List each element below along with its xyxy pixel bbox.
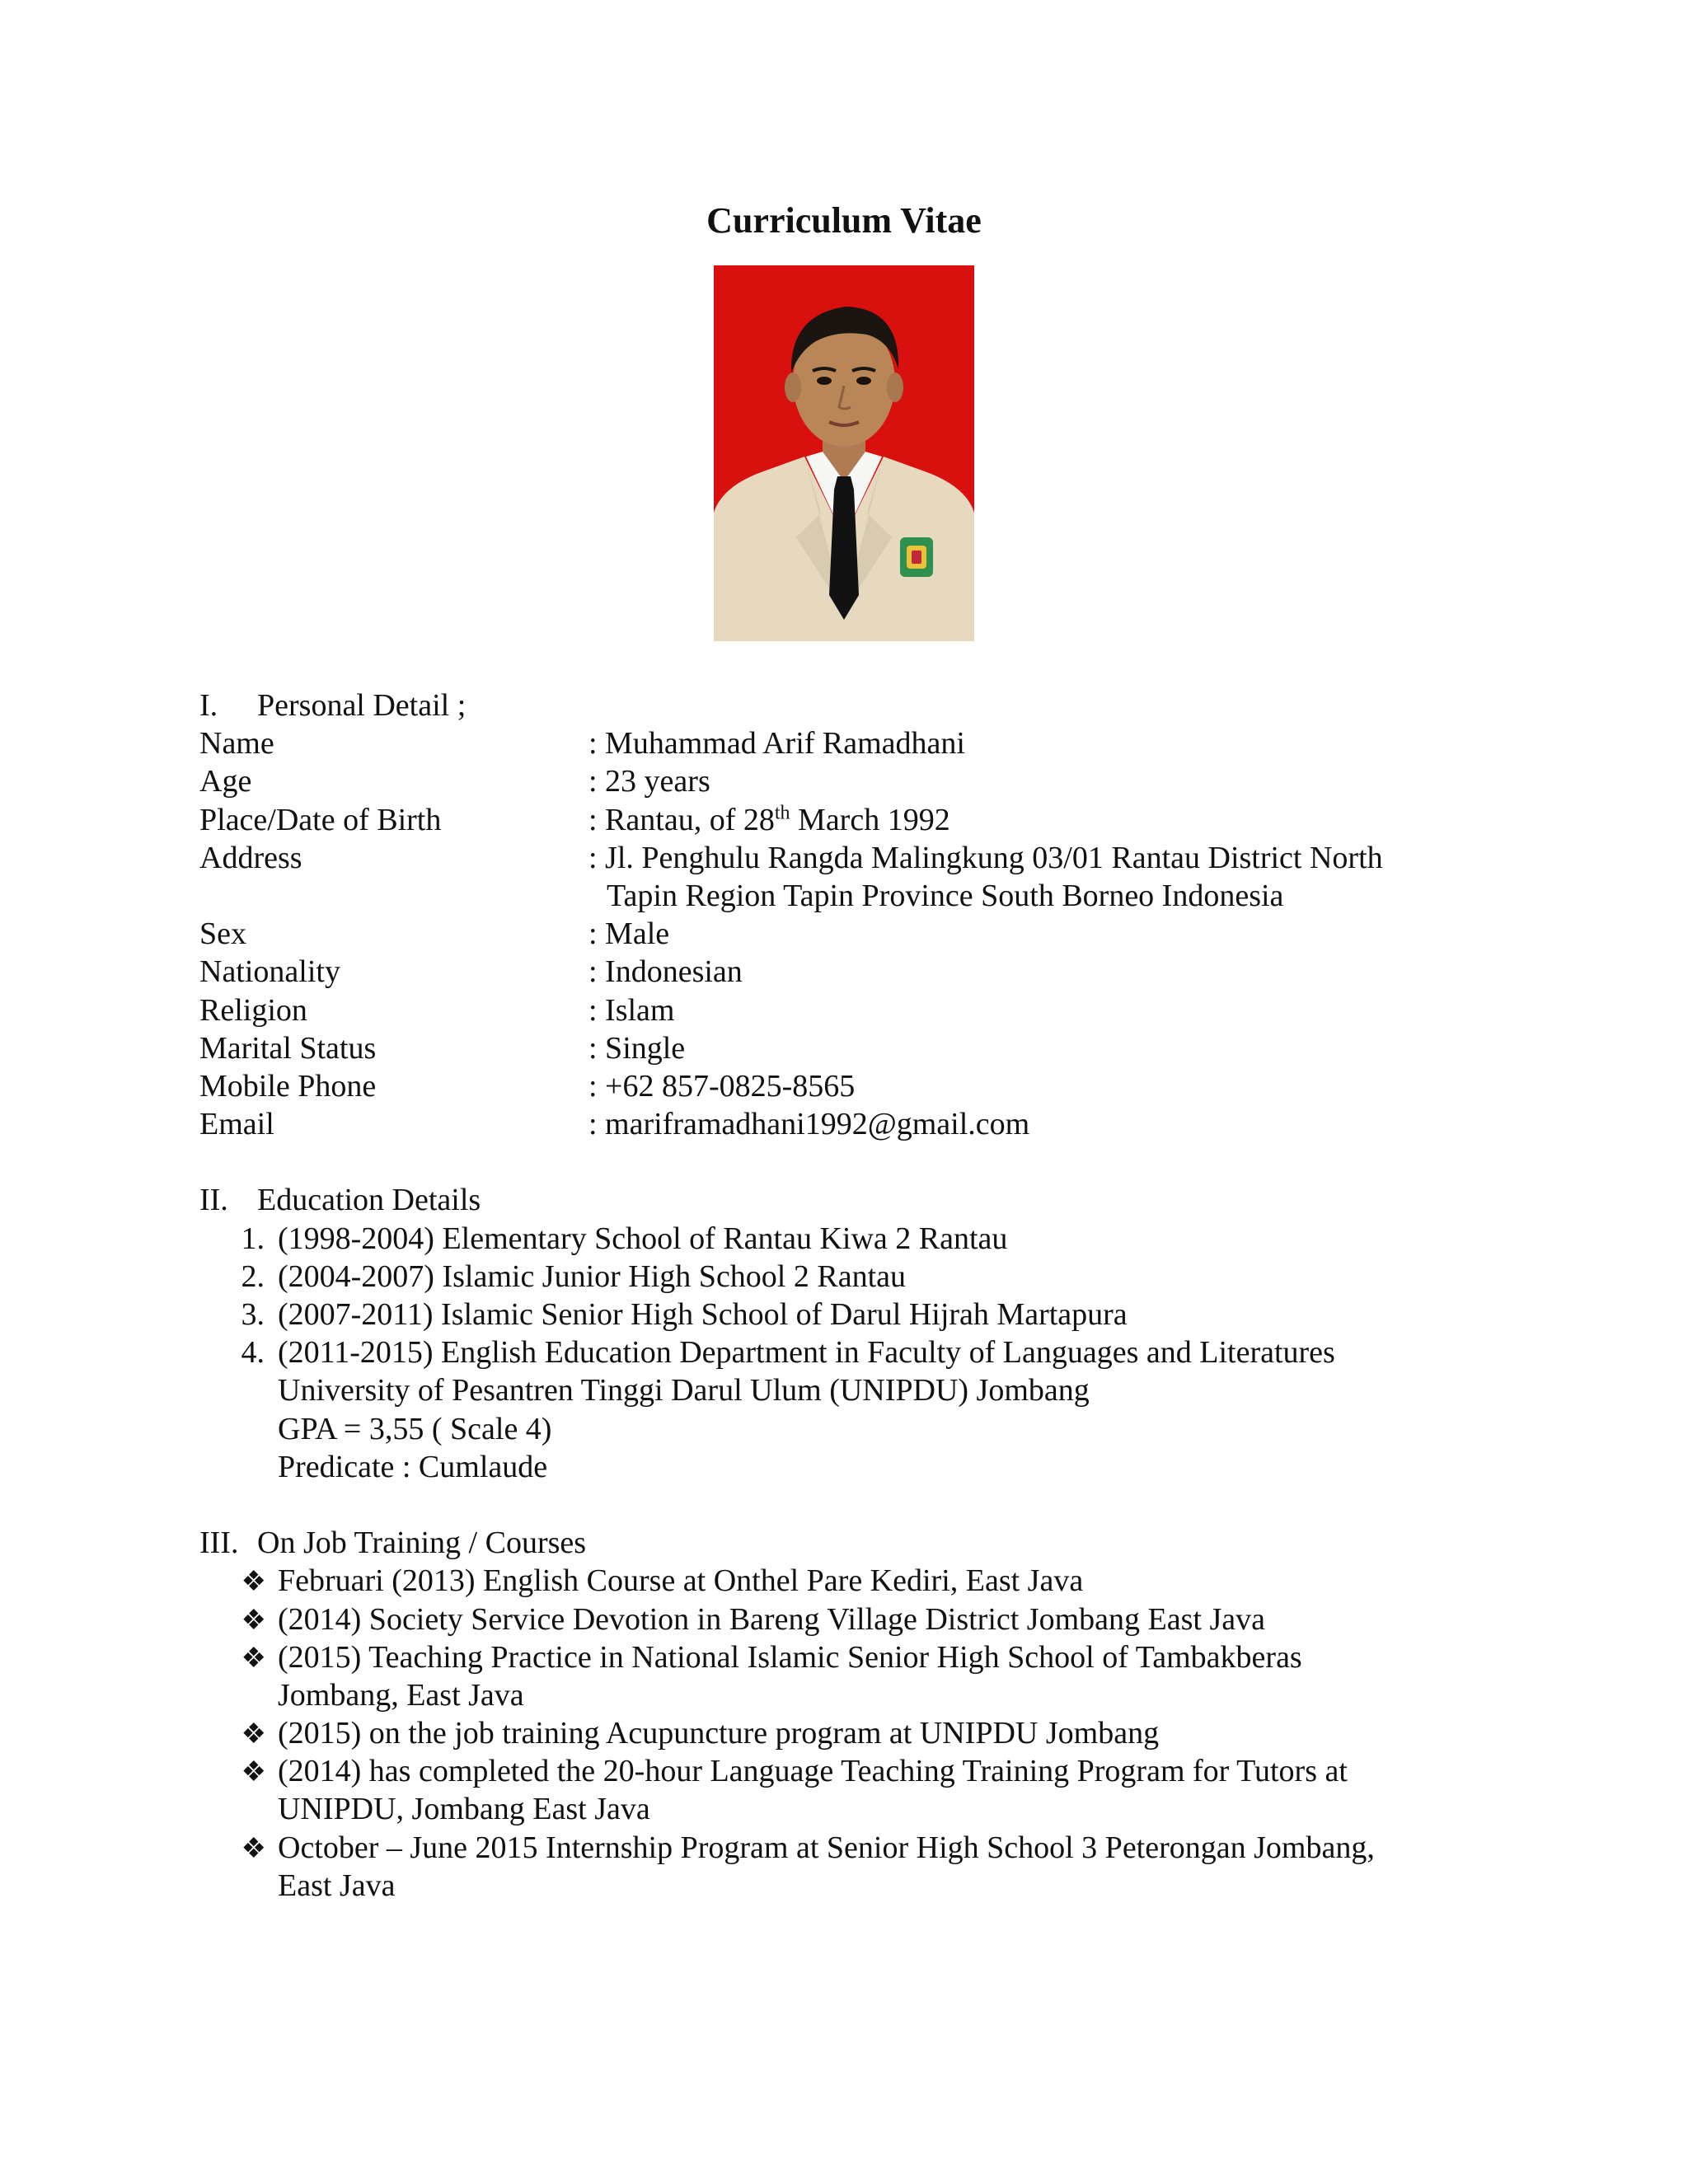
education-text: University of Pesantren Tinggi Darul Ulum (UNIPDU) Jombang [278,1373,1090,1408]
bullet-glyph: ❖ [241,1567,266,1598]
education-item [199,1296,1485,1333]
list-number [199,1258,278,1296]
detail-row-birth [199,801,1485,839]
detail-value: : Muhammad Arif Ramadhani [588,726,965,762]
detail-value: : Jl. Penghulu Rangda Malingkung 03/01 Rantau District North [588,840,1383,875]
detail-label: Nationality [199,954,340,990]
spacer [199,1143,1485,1181]
list-number-text: 1. [241,1221,265,1256]
list-number-text: 4. [241,1335,265,1371]
profile-photo [714,265,974,641]
birth-value-post: March 1992 [790,802,950,837]
detail-value: : Indonesian [588,954,743,990]
detail-row-nationality [199,953,1485,991]
diamond-bullet-icon [199,1829,278,1868]
training-text: UNIPDU, Jombang East Java [278,1792,650,1827]
detail-row-name [199,724,1485,762]
list-number-text: 3. [241,1297,265,1332]
education-text: (2011-2015) English Education Department in Faculty of Languages and Literatures [278,1335,1335,1371]
detail-label: Mobile Phone [199,1068,377,1104]
detail-value: : mariframadhani1992@gmail.com [588,1107,1030,1142]
detail-label: Marital Status [199,1030,377,1066]
detail-label: Address [199,840,302,875]
detail-row-address [199,839,1485,877]
detail-value: : Male [588,916,670,952]
training-text: Februari (2013) English Course at Onthel Pare Kediri, East Java [278,1563,1084,1599]
birth-value-pre: : Rantau, of 28 [588,802,775,837]
education-item [199,1333,1485,1371]
detail-label: Religion [199,992,307,1028]
training-item [199,1562,1485,1600]
birth-value-sup: th [774,801,790,823]
detail-value: : 23 years [588,764,710,799]
detail-value: Tapin Region Tapin Province South Borneo Indonesia [607,878,1284,913]
training-item-cont [199,1790,1485,1828]
detail-label: Place/Date of Birth [199,802,442,837]
section-title: Personal Detail ; [257,688,467,723]
section-education-heading [199,1181,1485,1219]
education-list [199,1220,1485,1486]
section-training-heading [199,1524,1485,1562]
bullet-glyph: ❖ [241,1833,266,1864]
education-text: (2004-2007) Islamic Junior High School 2 Rantau [278,1258,907,1294]
section-number: I. [199,688,218,723]
list-number [199,1220,278,1258]
diamond-bullet-icon [199,1714,278,1754]
training-item-cont [199,1867,1485,1905]
detail-label: Email [199,1107,274,1142]
training-item [199,1714,1485,1752]
detail-value: : +62 857-0825-8565 [588,1068,856,1104]
list-number [199,1333,278,1371]
education-text: Predicate : Cumlaude [278,1449,548,1484]
detail-label: Name [199,726,274,762]
detail-row-marital [199,1029,1485,1067]
detail-value: : Single [588,1030,686,1066]
section-title: On Job Training / Courses [257,1526,587,1561]
section-number: III. [199,1526,239,1561]
diamond-bullet-icon [199,1562,278,1601]
education-item-cont [199,1410,1485,1448]
education-item-cont [199,1448,1485,1486]
spacer [199,1486,1485,1524]
diamond-bullet-icon [199,1601,278,1640]
section-personal-heading [199,687,1485,724]
document-title: Curriculum Vitae [706,200,982,241]
detail-label: Sex [199,916,246,952]
bullet-glyph: ❖ [241,1605,266,1636]
bullet-glyph: ❖ [241,1719,266,1750]
training-text: (2015) on the job training Acupuncture program at UNIPDU Jombang [278,1716,1160,1751]
training-item [199,1829,1485,1867]
training-item-cont [199,1676,1485,1714]
training-text: Jombang, East Java [278,1677,524,1713]
diamond-bullet-icon [199,1638,278,1678]
bullet-glyph: ❖ [241,1643,266,1674]
cv-content [199,687,1485,1905]
detail-row-sex [199,915,1485,953]
list-number [199,1296,278,1333]
detail-row-age [199,762,1485,800]
detail-label: Age [199,764,252,799]
training-item [199,1638,1485,1676]
education-item [199,1258,1485,1296]
training-text: (2014) has completed the 20-hour Language Teaching Training Program for Tutors at [278,1754,1348,1789]
detail-row-email [199,1105,1485,1143]
diamond-bullet-icon [199,1752,278,1792]
list-number-text: 2. [241,1258,265,1294]
education-item-cont [199,1371,1485,1409]
training-list [199,1562,1485,1905]
bullet-glyph: ❖ [241,1757,266,1788]
detail-value: : Islam [588,992,675,1028]
training-text: East Java [278,1868,396,1903]
education-item [199,1220,1485,1258]
education-text: (2007-2011) Islamic Senior High School of Darul Hijrah Martapura [278,1297,1128,1332]
education-text: GPA = 3,55 ( Scale 4) [278,1411,552,1446]
education-text: (1998-2004) Elementary School of Rantau Kiwa 2 Rantau [278,1221,1008,1256]
training-text: October – June 2015 Internship Program at Senior High School 3 Peterongan Jombang, [278,1830,1375,1865]
training-text: (2014) Society Service Devotion in Bareng Village District Jombang East Java [278,1601,1265,1637]
section-number: II. [199,1183,228,1218]
detail-row-religion [199,991,1485,1029]
detail-value [588,801,1485,839]
training-text: (2015) Teaching Practice in National Islamic Senior High School of Tambakberas [278,1639,1302,1675]
training-item [199,1752,1485,1790]
detail-row-address-cont [199,877,1485,915]
training-item [199,1601,1485,1638]
detail-row-phone [199,1067,1485,1105]
detail-label-empty [199,877,588,915]
section-title: Education Details [257,1183,481,1218]
